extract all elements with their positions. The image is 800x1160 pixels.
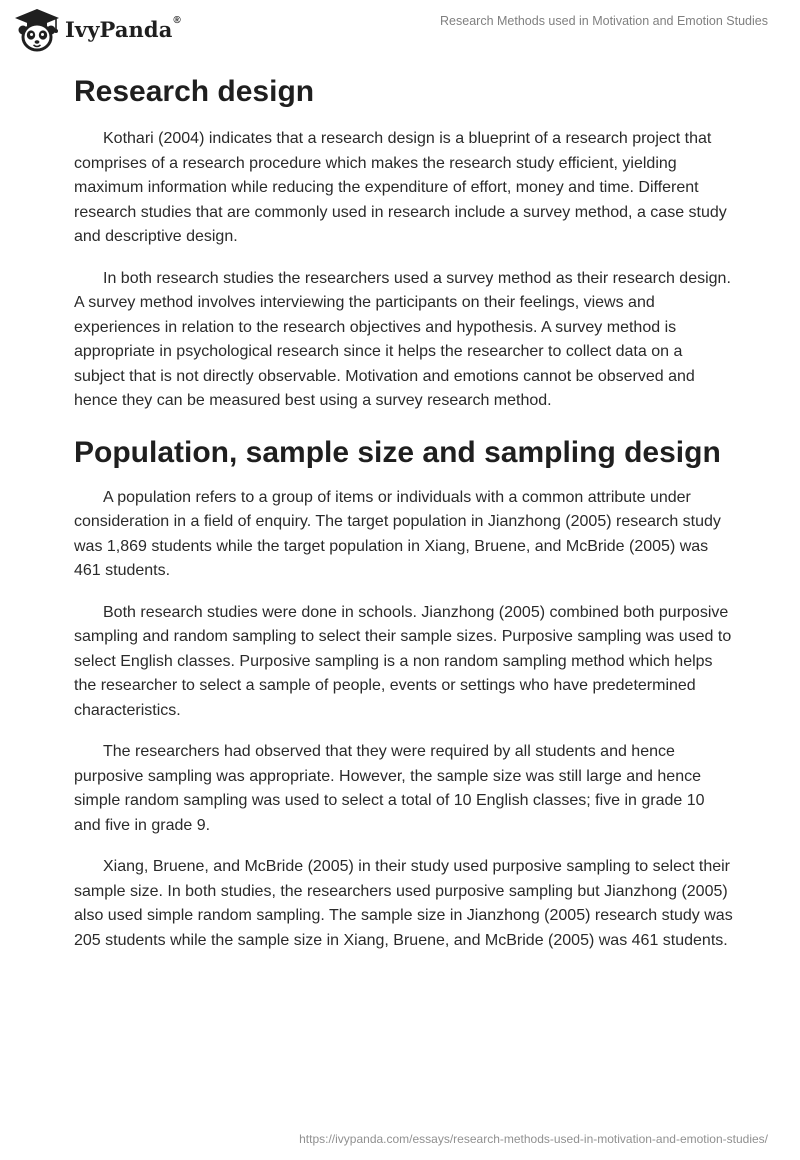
brand-name: IvyPanda® xyxy=(65,14,181,42)
section-heading-population-sampling: Population, sample size and sampling design xyxy=(74,435,721,469)
paragraph: Both research studies were done in schools. Jianzhong (2005) combined both purposive sampling and random sampling to select their sample sizes. Purposive sampling was used to select English classes. Purposive sampling is a non random sampling method which helps the researcher to select a sample of people, events or settings who have predetermined characteristics. xyxy=(74,603,732,719)
section-heading-research-design: Research design xyxy=(74,75,315,108)
paragraph: A population refers to a group of items or individuals with a common attribute under consideration in a field of enquiry. The target population in Jianzhong (2005) research study was 1,869 students while the target population in Xiang, Bruene, and McBride (2005) was 461 students. xyxy=(74,488,721,579)
page-header xyxy=(0,0,800,60)
article-body xyxy=(74,60,734,970)
document-title: Research Methods used in Motivation and Emotion Studies xyxy=(440,14,768,28)
ivypanda-logo[interactable] xyxy=(14,8,181,52)
source-url[interactable]: https://ivypanda.com/essays/research-methods-used-in-motivation-and-emotion-studies/ xyxy=(299,1132,768,1146)
paragraph: Kothari (2004) indicates that a research design is a blueprint of a research project that comprises of a research procedure which makes the research study efficient, yielding maximum information while reducing the expenditure of effort, money and time. Different research studies that are commonly used in research include a survey method, a case study and descriptive design. xyxy=(74,130,727,245)
paragraph: Xiang, Bruene, and McBride (2005) in their study used purposive sampling to select their sample size. In both studies, the researchers used purposive sampling but Jianzhong (2005) also used simple random sampling. The sample size in Jianzhong (2005) research study was 205 students while the sample size in Xiang, Bruene, and McBride (2005) was 461 students. xyxy=(74,858,733,949)
registered-mark: ® xyxy=(173,14,181,26)
paragraph: The researchers had observed that they were required by all students and hence purposive sampling was appropriate. However, the sample size was still large and hence simple random sampling was used to select a total of 10 English classes; five in grade 10 and five in grade 9. xyxy=(74,743,705,834)
panda-graduate-icon xyxy=(14,8,60,52)
paragraph: In both research studies the researchers used a survey method as their research design. A survey method involves interviewing the participants on their feelings, views and experiences in relation to the research objectives and hypothesis. A survey method is appropriate in psychological research since it helps the researcher to collect data on a subject that is not directly observable. Motivation and emotions cannot be observed and hence they can be measured best using a survey research method. xyxy=(74,269,731,409)
